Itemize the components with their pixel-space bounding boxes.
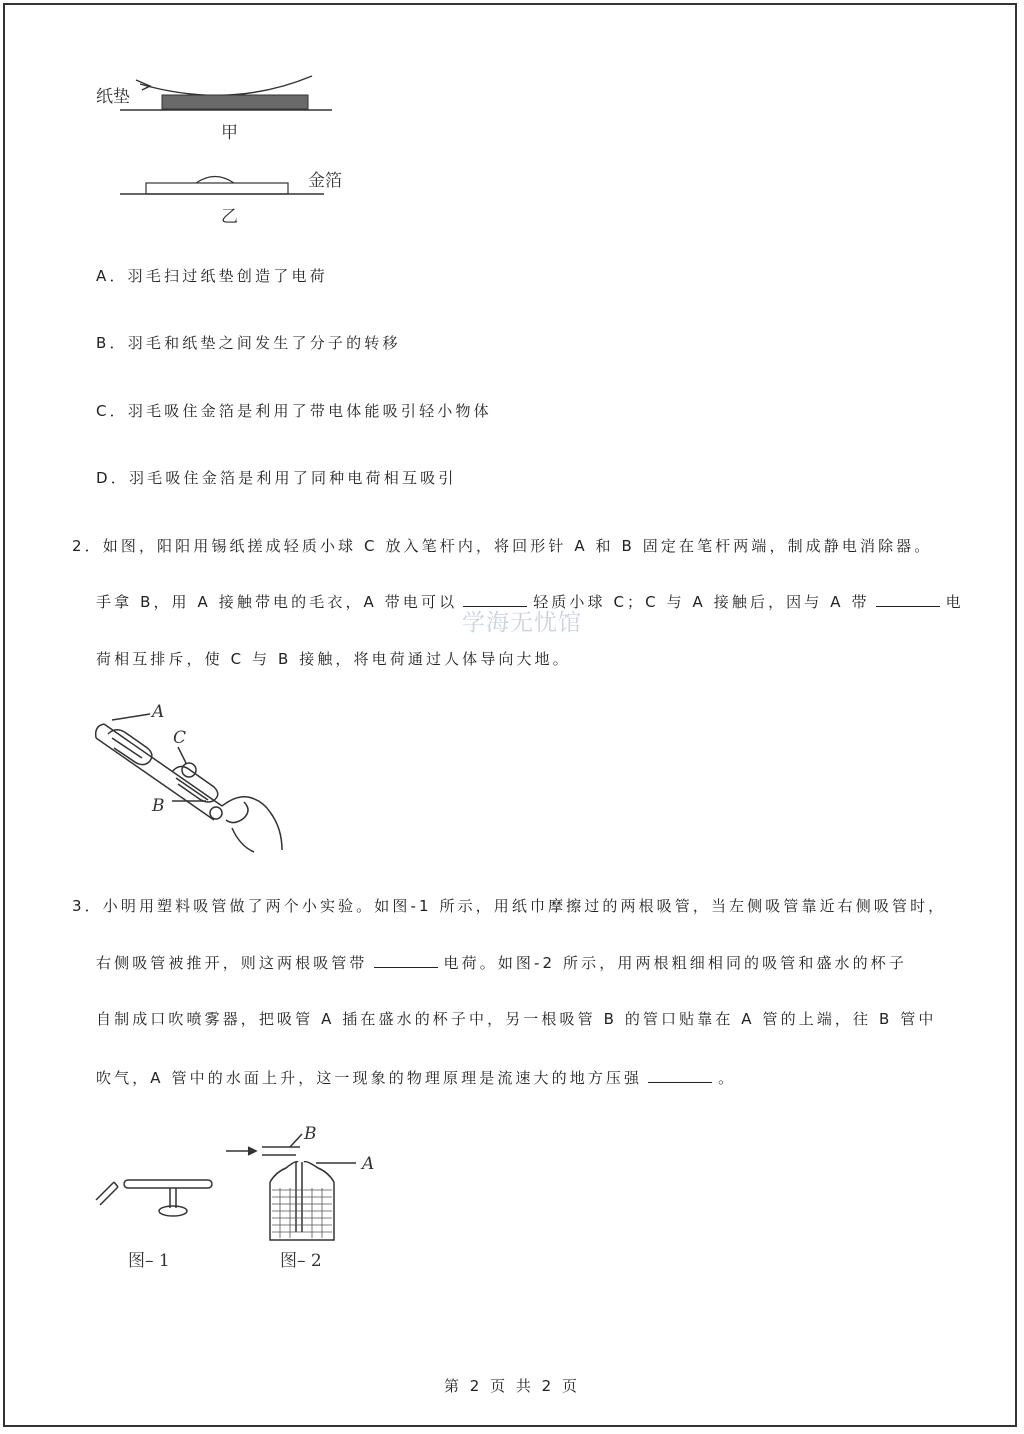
q3-text-2a: 右侧吸管被推开，则这两根吸管带 [96, 954, 368, 972]
page-footer: 第 2 页 共 2 页 [444, 1377, 580, 1395]
q3-text-4b: 。 [718, 1069, 737, 1087]
label-jia: 甲 [221, 123, 238, 143]
option-c: C．羽毛吸住金箔是利用了带电体能吸引轻小物体 [96, 402, 492, 420]
label-yi: 乙 [221, 207, 238, 227]
pen-label-b: B [152, 796, 165, 816]
option-a: A．羽毛扫过纸垫创造了电荷 [96, 267, 328, 285]
straw-label-b: B [304, 1124, 317, 1144]
q2-text-2a: 手拿 B，用 A 接触带电的毛衣，A 带电可以 [96, 593, 458, 611]
q3-text-2b: 电荷。如图-2 所示，用两根粗细相同的吸管和盛水的杯子 [443, 954, 907, 972]
straw-label-a: A [362, 1154, 375, 1174]
q2-line-1: 2．如图，阳阳用锡纸搓成轻质小球 C 放入笔杆内，将回形针 A 和 B 固定在笔杆两端，制成静电消除器。 [72, 537, 933, 555]
fig1-caption: 图– 1 [128, 1251, 170, 1271]
pen-label-c: C [173, 728, 187, 748]
q3-line-3: 自制成口吹喷雾器，把吸管 A 插在盛水的杯子中，另一根吸管 B 的管口贴靠在 A 管的上端，往 B 管中 [96, 1010, 937, 1028]
label-jinbo: 金箔 [308, 171, 342, 191]
label-zhidian: 纸垫 [96, 87, 130, 107]
watermark: 学海无忧馆 [462, 610, 582, 636]
q3-text-4a: 吹气，A 管中的水面上升，这一现象的物理原理是流速大的地方压强 [96, 1069, 643, 1087]
option-d: D．羽毛吸住金箔是利用了同种电荷相互吸引 [96, 469, 457, 487]
fig2-caption: 图– 2 [280, 1251, 322, 1271]
q3-line-1: 3．小明用塑料吸管做了两个小实验。如图-1 所示，用纸巾摩擦过的两根吸管，当左侧吸管靠近右侧吸管时， [72, 897, 947, 915]
pen-label-a: A [152, 702, 165, 722]
option-b: B．羽毛和纸垫之间发生了分子的转移 [96, 334, 401, 352]
q2-text-2c: 电 [945, 593, 964, 611]
q2-line-3: 荷相互排斥，使 C 与 B 接触，将电荷通过人体导向大地。 [96, 650, 571, 668]
q2-text-2b: 轻质小球 C；C 与 A 接触后，因与 A 带 [533, 593, 870, 611]
